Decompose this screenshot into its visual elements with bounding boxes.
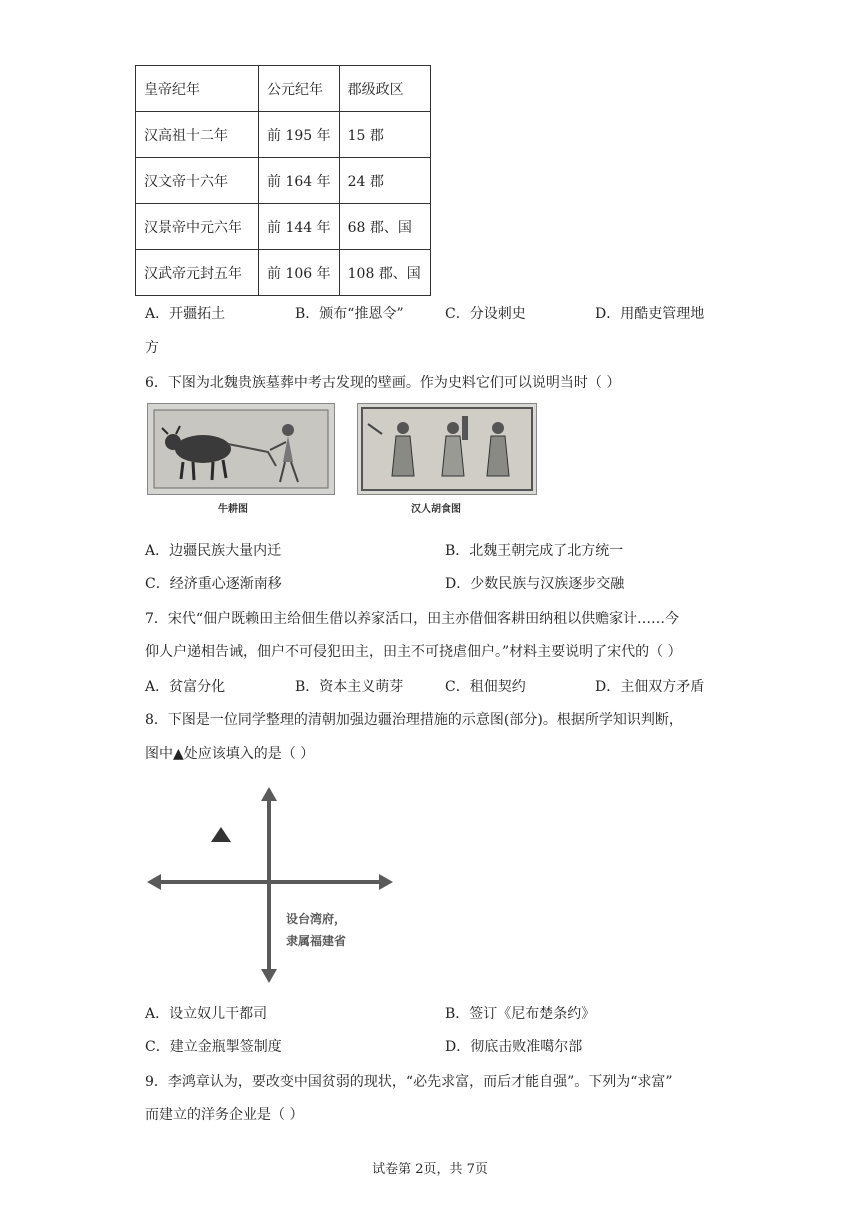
q7-option-b: B．资本主义萌芽 — [295, 679, 404, 695]
mural1-caption: 牛耕图 — [218, 504, 248, 515]
triangle-icon — [211, 827, 231, 842]
q6-stem: 6．下图为北魏贵族墓葬中考古发现的壁画。作为史料它们可以说明当时（ ） — [145, 375, 621, 391]
table-header-row — [136, 66, 431, 112]
han-hu-food-mural — [357, 403, 537, 495]
table-cell: 前 144 年 — [259, 204, 340, 250]
q5-option-a: A．开疆拓土 — [145, 306, 226, 322]
mural2-caption: 汉人胡食图 — [411, 504, 461, 515]
table-cell: 汉文帝十六年 — [136, 158, 259, 204]
table-row — [136, 158, 431, 204]
page-footer: 试卷第 2页，共 7页 — [372, 1162, 488, 1177]
table-cell: 汉高祖十二年 — [136, 112, 259, 158]
ox-plowing-icon — [148, 404, 334, 494]
q9-stem-line2: 而建立的洋务企业是（ ） — [145, 1107, 304, 1123]
table-cell: 前 195 年 — [259, 112, 340, 158]
q7-option-a: A．贫富分化 — [145, 679, 226, 695]
table-cell: 68 郡、国 — [339, 204, 430, 250]
table-cell: 108 郡、国 — [339, 250, 430, 296]
table-cell: 24 郡 — [339, 158, 430, 204]
q5-option-d: D．用酷吏管理地 — [595, 306, 705, 322]
q5-option-d-wrap: 方 — [145, 340, 159, 356]
q6-option-b: B．北魏王朝完成了北方统一 — [445, 543, 624, 559]
q8-option-b: B．签订《尼布楚条约》 — [445, 1006, 596, 1022]
q8-option-c: C．建立金瓶掣签制度 — [145, 1039, 282, 1055]
diagram-label-line2: 隶属福建省 — [286, 934, 347, 948]
q6-option-a: A．边疆民族大量内迁 — [145, 543, 282, 559]
table-cell: 汉武帝元封五年 — [136, 250, 259, 296]
table-header-cell: 郡级政区 — [339, 66, 430, 112]
q9-stem-line1: 9．李鸿章认为，要改变中国贫弱的现状，“必先求富，而后才能自强”。下列为“求富” — [145, 1074, 673, 1090]
q7-stem-line1: 7．宋代“佃户既赖田主给佃生借以养家活口，田主亦借佃客耕田纳租以供赡家计……今 — [145, 611, 680, 627]
q8-option-d: D．彻底击败准噶尔部 — [445, 1039, 583, 1055]
diagram-label — [286, 908, 346, 952]
table-row — [136, 204, 431, 250]
table-row — [136, 112, 431, 158]
q7-stem-line2: 仰人户递相告诫，佃户不可侵犯田主，田主不可挠虐佃户。”材料主要说明了宋代的（ ） — [145, 644, 682, 660]
table-cell: 前 106 年 — [259, 250, 340, 296]
table-row — [136, 250, 431, 296]
q8-stem-line1: 8．下图是一位同学整理的清朝加强边疆治理措施的示意图(部分)。根据所学知识判断， — [145, 712, 683, 728]
table-cell: 汉景帝中元六年 — [136, 204, 259, 250]
q7-option-c: C．租佃契约 — [445, 679, 526, 695]
q7-option-d: D．主佃双方矛盾 — [595, 679, 705, 695]
quadrant-diagram — [145, 785, 395, 985]
diagram-label-line1: 设台湾府， — [286, 912, 347, 926]
table-cell: 前 164 年 — [259, 158, 340, 204]
table-header-cell: 皇帝纪年 — [136, 66, 259, 112]
table-cell: 15 郡 — [339, 112, 430, 158]
q5-option-c: C．分设刺史 — [445, 306, 526, 322]
q6-option-c: C．经济重心逐渐南移 — [145, 576, 282, 592]
q8-option-a: A．设立奴儿干都司 — [145, 1006, 268, 1022]
figures-icon — [358, 404, 536, 494]
table-header-cell: 公元纪年 — [259, 66, 340, 112]
ox-plowing-mural — [147, 403, 335, 495]
district-table — [135, 65, 431, 296]
q5-option-b: B．颁布“推恩令” — [295, 306, 404, 322]
q6-option-d: D．少数民族与汉族逐步交融 — [445, 576, 625, 592]
q8-stem-line2: 图中▲处应该填入的是（ ） — [145, 746, 315, 762]
